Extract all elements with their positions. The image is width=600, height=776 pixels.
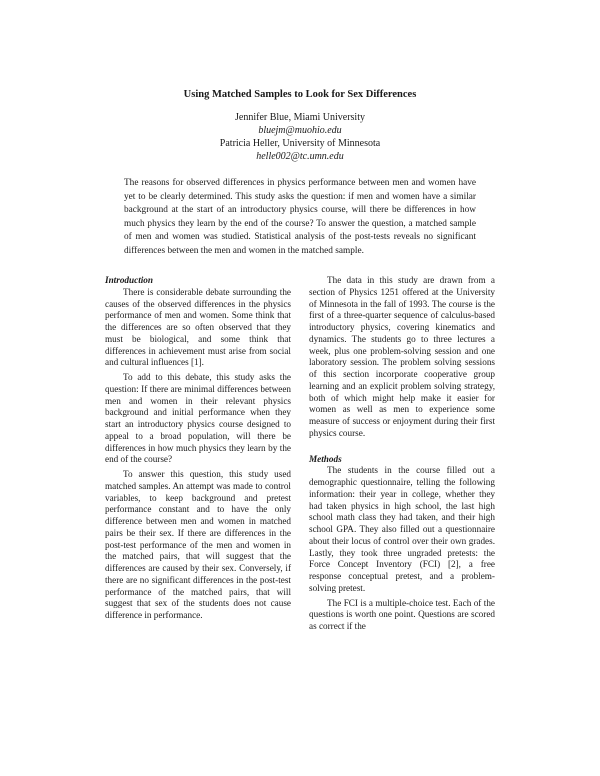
- abstract: The reasons for observed differences in physics performance between men and women have yet to be clearly determined. This study asks the question: if men and women have a similar background at the start of an introductory physics course, will there be differences in how much physics they learn by the end of the course? To answer the question, a matched sample of men and women was studied. Statistical analysis of the post-tests reveals no significant differences between the men and women in the matched sample.: [124, 178, 476, 256]
- left-column: [105, 275, 291, 622]
- paragraph: The data in this study are drawn from a section of Physics 1251 offered at the University of Minnesota in the fall of 1993. The course is the first of a three-quarter sequence of calculus-based introductory physics, covering kinematics and dynamics. The students go to three lectures a week, plus one problem-solving session and one laboratory session. The problem solving sessions of this section incorporate cooperative group learning and an explicit problem solving strategy, both of which might help make it easier for women as well as men to experience some measure of success or enjoyment during their first physics course.: [309, 275, 495, 438]
- section-gap: [309, 440, 495, 454]
- right-column: [309, 275, 495, 633]
- paper-title: Using Matched Samples to Look for Sex Differences: [183, 89, 417, 100]
- author-1-email: bluejm@muohio.edu: [258, 125, 342, 136]
- author-2-email: helle002@tc.umn.edu: [256, 151, 344, 162]
- paragraph: To add to this debate, this study asks the question: If there are minimal differences between men and women in their relevant physics background and initial performance when they start an introductory physics course designed to appeal to a broad population, will there be differences in how much physics they learn by the end of the course?: [105, 372, 291, 465]
- section-heading-introduction: Introduction: [105, 275, 153, 285]
- author-2-name: Patricia Heller, University of Minnesota: [219, 138, 381, 149]
- paragraph: There is considerable debate surrounding the causes of the observed differences in the physics performance of men and women. Some think that the differences are so often observed that they must be biological, and some think that differences in achievement must arise from social and cultural influences [1].: [105, 286, 291, 368]
- paragraph: The students in the course filled out a demographic questionnaire, telling the following information: their year in college, whether they had taken physics in high school, the last high school math class they had taken, and their high school GPA. They also filled out a questionnaire about their locus of control over their own grades. Lastly, they took three ungraded pretests: the Force Concept Inventory (FCI) [2], a free response conceptual pretest, and a problem-solving pretest.: [309, 465, 495, 593]
- author-1-name: Jennifer Blue, Miami University: [235, 112, 365, 123]
- section-heading-methods: Methods: [309, 453, 342, 464]
- paragraph: The FCI is a multiple-choice test. Each of the questions is worth one point. Questions are scored as correct if the: [309, 597, 495, 631]
- paragraph: To answer this question, this study used matched samples. An attempt was made to control variables, to keep background and pretest performance constant and to have the only difference between men and women in matched pairs be their sex. If there are differences in the post-test performance of the men and women in the matched pairs, that will suggest that the differences are caused by their sex. Conversely, if there are no significant differences in the post-test performance of the matched pairs, that will suggest that sex of the students does not cause difference in performance.: [105, 469, 291, 620]
